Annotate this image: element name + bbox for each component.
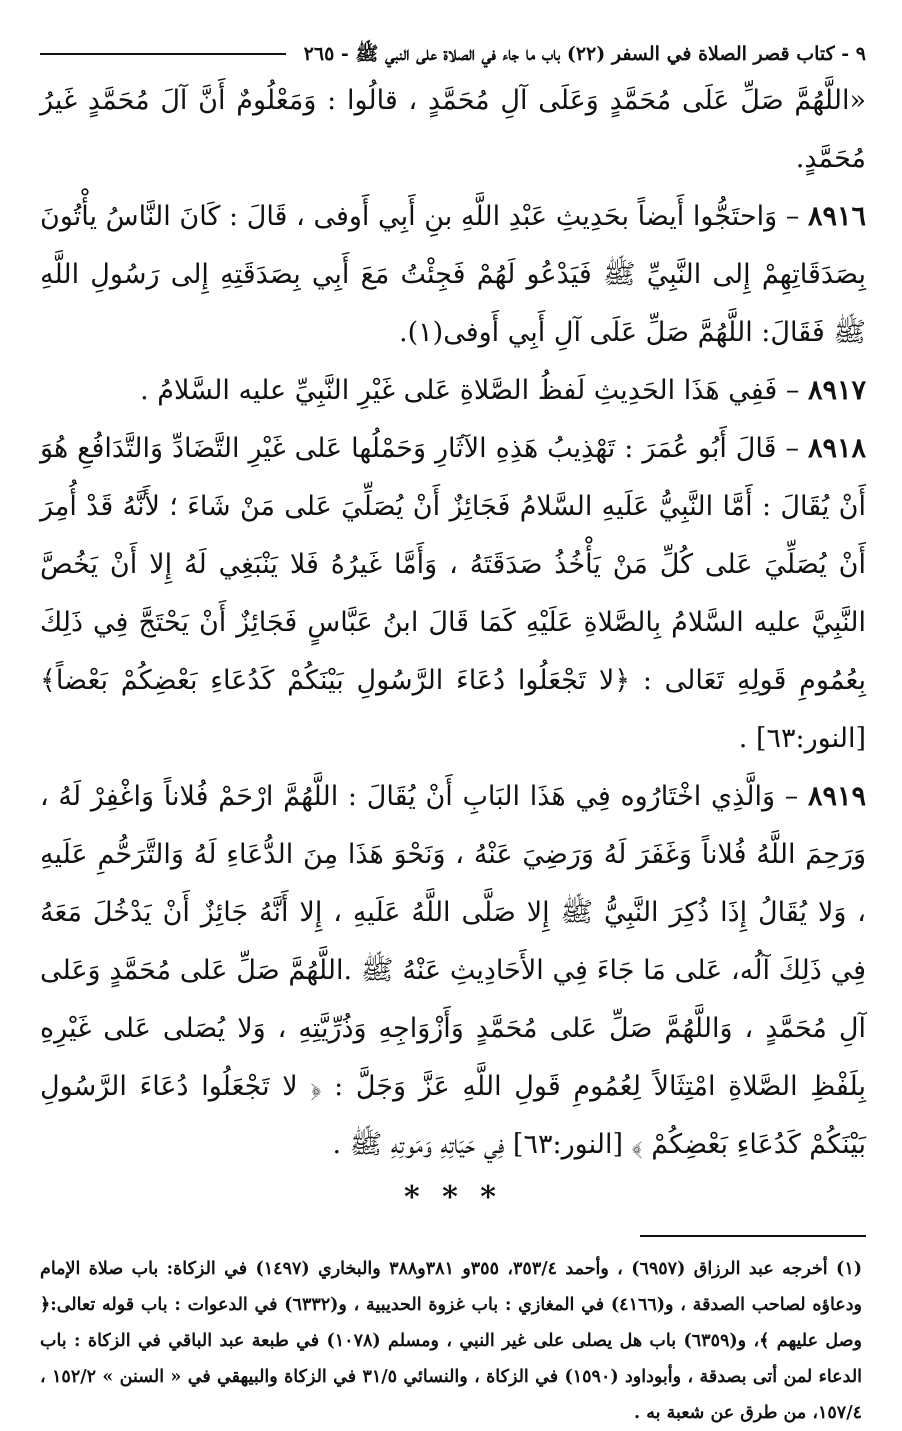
running-header <box>40 40 866 68</box>
footnote-rule <box>640 1235 866 1237</box>
paragraph-number: ٨٩١٦ <box>807 201 866 232</box>
paragraph-number: ٨٩١٧ <box>807 375 866 406</box>
paragraph-number: ٨٩١٨ <box>807 433 866 464</box>
running-head-text: ٩ - كتاب قصر الصلاة في السفر (٢٢) باب ما جاء في الصلاة على النبي ﷺ - ٢٦٥ <box>303 43 866 65</box>
paragraph-text: – وَاحتَجُّوا أَيضاً بحَدِيثِ عَبْدِ اللَّهِ بنِ أَبِي أَوفى ، قَالَ : كَانَ النَّاسُ يأْتُونَ بِصَدَقَاتِهِمْ إِلى النَّبِيِّ ﷺ فَيَدْعُو لَهُمْ فَجِئْتُ مَعَ أَبِي بِصَدَقَتِهِ إِلى رَسُولِ اللَّهِ ﷺ فَقَالَ: اللَّهُمَّ صَلِّ عَلَى آلِ أَبِي أَوفى(١). <box>40 201 866 348</box>
header-rule <box>40 53 286 55</box>
footnote-rule-wrap <box>40 1235 866 1251</box>
footnote <box>40 1251 866 1431</box>
paragraph-text: «اللَّهُمَّ صَلِّ عَلَى مُحَمَّدٍ وَعَلَى آلِ مُحَمَّدٍ ، قالُوا : وَمَعْلُومٌ أَنَّ آلَ مُحَمَّدٍ غَيرُ مُحَمَّدٍ. <box>40 85 866 174</box>
paragraph-text: – قَالَ أَبُو عُمَرَ : تَهْذِيبُ هَذِهِ الآثَارِ وَحَمْلُها عَلى غَيْرِ التَّضَادِّ وَالتَّدَافُعِ هُوَ أَنْ يُقَالَ : أَمَّا النَّبِيُّ عَلَيهِ السَّلامُ فَجَائِزٌ أَنْ يُصَلِّيَ عَلى مَنْ شَاءَ ؛ لأَنَّهُ قَدْ أُمِرَ أَنْ يُصَلِّيَ عَلى كُلِّ مَنْ يَأْخُذُ صَدَقَتَهُ ، وَأَمَّا غَيرُهُ فَلا يَنْبَغِي لَهُ إِلا أَنْ يَخُصَّ النَّبِيَّ عليه السَّلامُ بِالصَّلاةِ عَلَيْهِ كَمَا قَالَ ابنُ عَبَّاسٍ فَجَائِزٌ أَنْ يَحْتَجَّ فِي ذَلِكَ بِعُمُومِ قَولِهِ تَعَالى : ﴿لا تَجْعَلُوا دُعَاءَ الرَّسُولِ بَيْنَكُمْ كَدُعَاءِ بَعْضِكُمْ بَعْضاً﴾ [النور:٦٣] . <box>40 433 866 754</box>
paragraph-8917 <box>40 362 866 420</box>
continued-paragraph <box>40 72 866 188</box>
paragraph-8916 <box>40 188 866 362</box>
main-text <box>40 72 866 1174</box>
paragraph-text: – وَالَّذِي اخْتَارُوه فِي هَذَا البَابِ أَنْ يُقَالَ : اللَّهُمَّ ارْحَمْ فُلاناً وَاغْفِرْ لَهُ ، وَرَحِمَ اللَّهُ فُلاناً وَغَفَرَ لَهُ وَرَضِيَ عَنْهُ ، وَنَحْوَ هَذَا مِنَ الدُّعَاءِ لَهُ وَالتَّرَحُّمِ عَلَيهِ ، وَلا يُقَالُ إِذَا ذُكِرَ النَّبِيُّ ﷺ إِلا صَلَّى اللَّهُ عَلَيهِ ، إِلا أَنَّهُ جَائِزٌ أَنْ يَدْخُلَ مَعَهُ فِي ذَلِكَ آلُه، عَلى مَا جَاءَ فِي الأَحَادِيثِ عَنْهُ ﷺ .اللَّهُمَّ صَلِّ عَلى مُحَمَّدٍ وَعَلى آلِ مُحَمَّدٍ ، وَاللَّهُمَّ صَلِّ عَلى مُحَمَّدٍ وَأَزْوَاجِهِ وَذُرِّيَّتِهِ ، وَلا يُصَلى عَلى غَيْرِهِ بِلَفْظِ الصَّلاةِ امْتِثَالاً لِعُمُومِ قَولِ اللَّهِ عَزَّ وَجَلَّ : ﴿ لا تَجْعَلُوا دُعَاءَ الرَّسُولِ بَيْنَكُمْ كَدُعَاءِ بَعْضِكُمْ ﴾ [النور:٦٣] فِي حَيَاتِهِ وَمَوتِهِ ﷺ . <box>40 781 866 1160</box>
paragraph-number: ٨٩١٩ <box>807 781 866 812</box>
footnote-text: (١) أخرجه عبد الرزاق (٦٩٥٧) ، وأحمد ٣٥٣/٤، ٣٥٥و ٣٨١و٣٨٨ والبخاري (١٤٩٧) في الزكاة: باب صلاة الإمام ودعاؤه لصاحب الصدقة ، و(٤١٦٦) في المغازي : باب غزوة الحديبية ، و(٦٣٣٢) في الدعوات : باب قوله تعالى:﴿ وصل عليهم ﴾، و(٦٣٥٩) باب هل يصلى على غير النبي ، ومسلم (١٠٧٨) في طبعة عبد الباقي في الزكاة : باب الدعاء لمن أتى بصدقة ، وأبوداود (١٥٩٠) في الزكاة ، والنسائي ٣١/٥ في الزكاة والبيهقي في « السنن » ١٥٢/٢ ، ١٥٧/٤، من طرق عن شعبة به . <box>40 1259 863 1423</box>
paragraph-8918 <box>40 420 866 768</box>
section-separator: * * * <box>404 1180 502 1215</box>
paragraph-8919 <box>40 768 866 1174</box>
paragraph-text: – فَفِي هَذَا الحَدِيثِ لَفظُ الصَّلاةِ عَلى غَيْرِ النَّبِيِّ عليه السَّلامُ . <box>140 375 800 406</box>
